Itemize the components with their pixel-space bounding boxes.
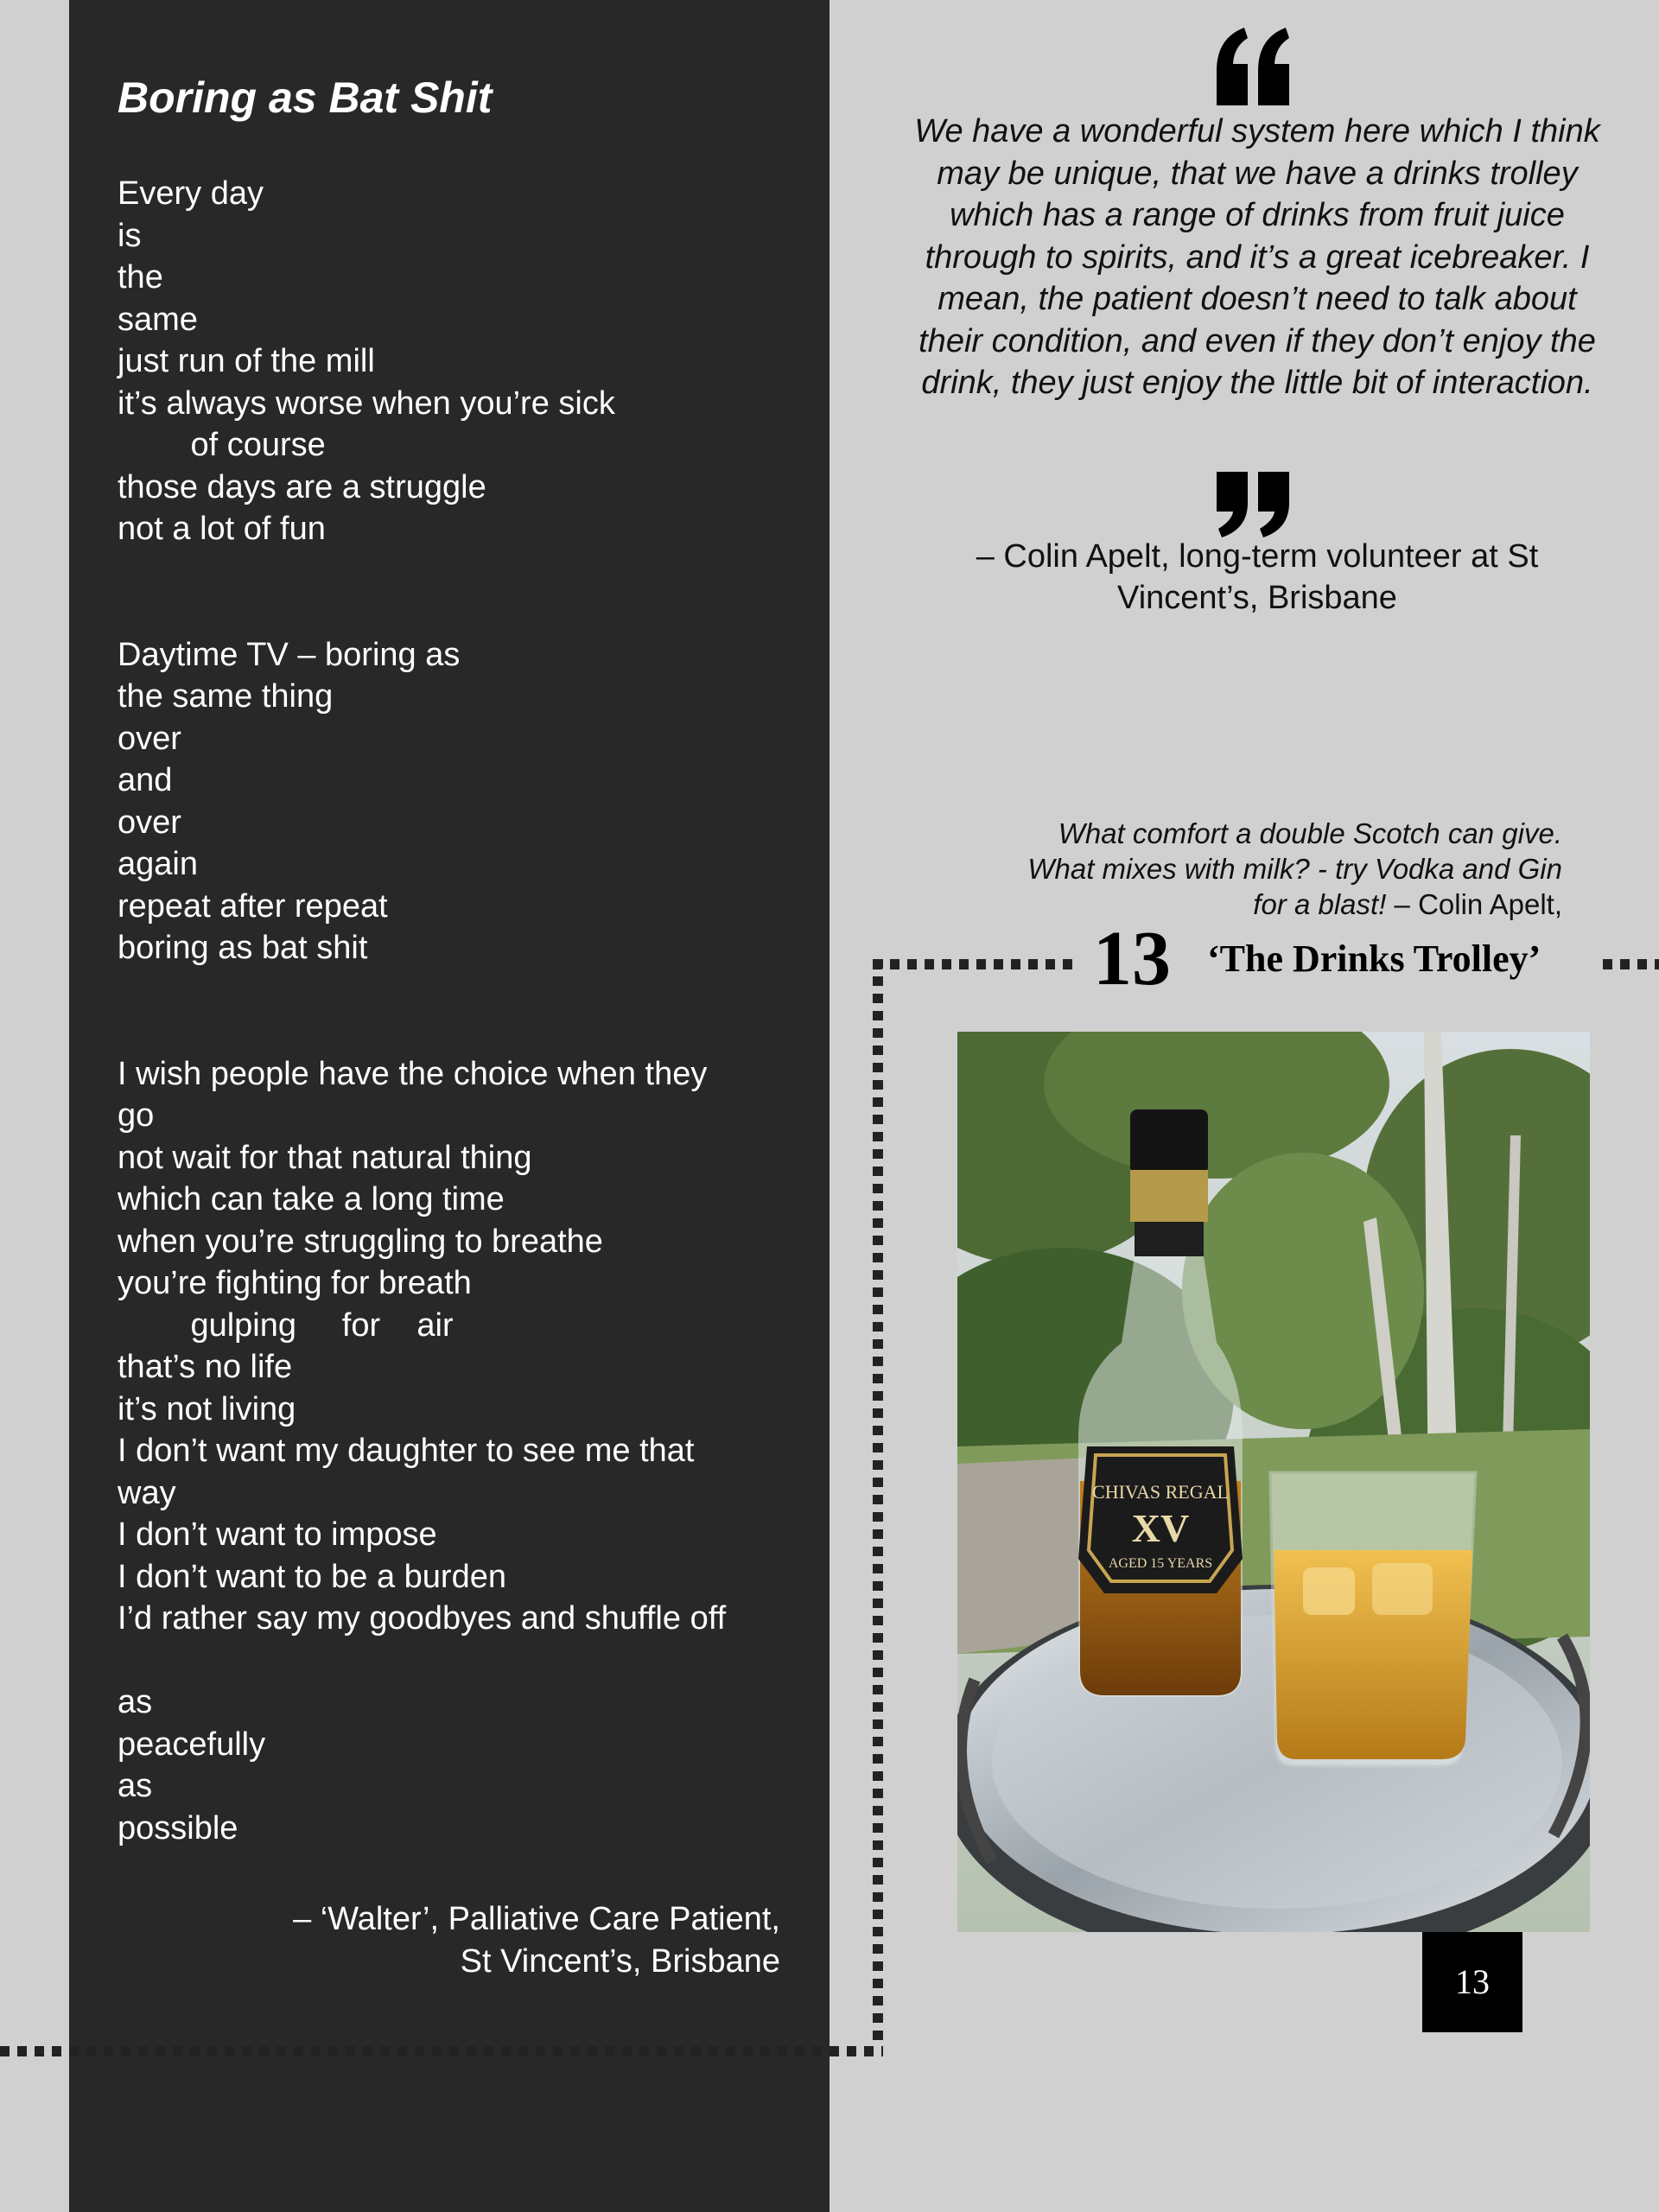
poem-line: that’s no life (118, 1349, 293, 1385)
poem-title: Boring as Bat Shit (118, 73, 493, 122)
poem-line: possible (118, 1809, 238, 1847)
poem-line: as (118, 1684, 153, 1720)
bottle-label-text: CHIVAS REGAL (1092, 1481, 1229, 1503)
poem-line: is (118, 217, 142, 254)
poem-line: it’s not living (118, 1390, 296, 1427)
poem-line: repeat after repeat (118, 887, 388, 925)
poem-attribution-line: St Vincent’s, Brisbane (460, 1942, 780, 1980)
quote-text: We have a wonderful system here which I think may be unique, that we have a drinks trolley which has a range of drinks from fruit juice through to spirits, and it’s a great icebreaker. I mean, the patient doesn’t need to talk about their condition, and even if they don’t enjoy the drink, they just enjoy the little bit of interaction. (914, 113, 1600, 401)
section-number: 13 (1093, 916, 1171, 1001)
poem-line: which can take a long time (118, 1181, 505, 1217)
poem-line (118, 1011, 800, 1053)
poem-line (118, 1640, 800, 1682)
poem-line: I’d rather say my goodbyes and shuffle off (118, 1600, 727, 1637)
poem-line: and (118, 762, 173, 798)
caption-line: What comfort a double Scotch can give. (1058, 817, 1562, 849)
poem-line: same (118, 301, 198, 338)
poem-line: gulping for air (118, 1306, 454, 1344)
close-quote-icon (1210, 468, 1296, 537)
poem-line (118, 550, 800, 593)
poem-line: it’s always worse when you’re sick (118, 385, 615, 422)
poem-line: again (118, 846, 198, 882)
poem-line: Every day (118, 175, 264, 212)
poem-line (118, 969, 800, 1012)
caption-italic: for a blast! (1253, 888, 1387, 920)
poem-line: I don’t want to be a burden (118, 1558, 506, 1595)
poem-line: Daytime TV – boring as (118, 636, 461, 673)
poem-line: the (118, 259, 163, 296)
caption-credit: – Colin Apelt, (1386, 888, 1562, 920)
poem-attribution (293, 1898, 780, 1982)
section-title: ‘The Drinks Trolley’ (1207, 938, 1541, 980)
poem-line: of course (118, 427, 326, 463)
poem-line: not a lot of fun (118, 511, 326, 547)
photo-caption (1027, 816, 1562, 922)
poem-body (118, 173, 800, 1849)
drinks-photo (957, 1032, 1590, 1932)
poem-line: way (118, 1474, 176, 1511)
poem-line: I don’t want to impose (118, 1516, 437, 1553)
poem-line: peacefully (118, 1726, 266, 1763)
dotted-border-top-left (873, 959, 1080, 969)
poem-line: the same thing (118, 678, 334, 715)
dotted-border-top-right (1603, 959, 1659, 969)
poem-attribution-line: – ‘Walter’, Palliative Care Patient, (293, 1901, 780, 1937)
poem-line: over (118, 720, 181, 757)
poem-line: go (118, 1097, 155, 1134)
open-quote-icon (1210, 19, 1296, 114)
caption-line: What mixes with milk? - try Vodka and Gin (1027, 853, 1562, 885)
page-number: 13 (1422, 1932, 1522, 2032)
poem-line: as (118, 1768, 153, 1804)
dotted-border-bottom (0, 2046, 883, 2056)
poem-line: boring as bat shit (118, 930, 368, 966)
poem-line: when you’re struggling to breathe (118, 1223, 603, 1260)
poem-line: you’re fighting for breath (118, 1265, 472, 1301)
bottle-label-mark: XV (1131, 1506, 1190, 1550)
poem-line: those days are a struggle (118, 468, 486, 505)
quote-attribution: – Colin Apelt, long-term volunteer at St Vincent’s, Brisbane (976, 538, 1539, 616)
poem-line: I don’t want my daughter to see me that (118, 1433, 695, 1469)
poem-line: just run of the mill (118, 343, 375, 379)
bottle-label-age: AGED 15 YEARS (1108, 1556, 1213, 1571)
poem-line: I wish people have the choice when they (118, 1055, 708, 1092)
dotted-border-left (873, 959, 883, 2048)
poem-line: over (118, 804, 181, 841)
poem-line: not wait for that natural thing (118, 1139, 532, 1176)
poem-line (118, 592, 800, 634)
